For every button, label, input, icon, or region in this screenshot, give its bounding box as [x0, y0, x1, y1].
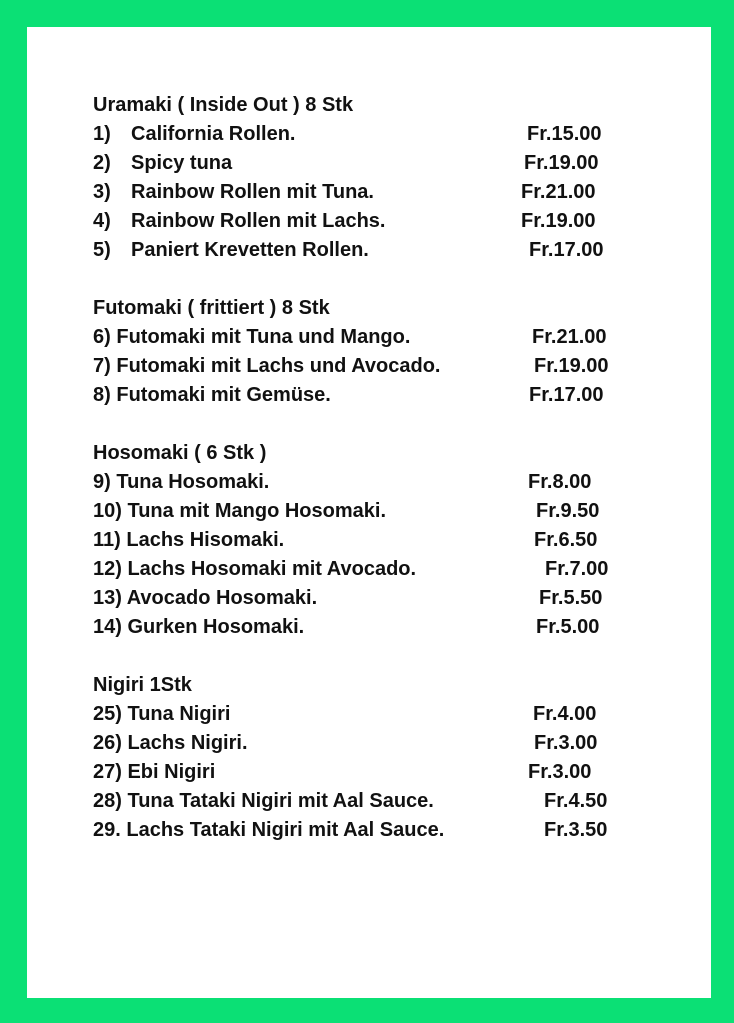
menu-item — [93, 584, 653, 613]
menu-item — [93, 526, 653, 555]
item-name: Tuna mit Mango Hosomaki. — [127, 500, 387, 522]
item-number: 7) — [93, 355, 111, 377]
menu-list — [93, 91, 653, 874]
item-name: Avocado Hosomaki. — [126, 587, 318, 609]
item-number: 29. — [93, 819, 121, 841]
item-number: 27) — [93, 761, 122, 783]
menu-item — [93, 729, 653, 758]
item-price: Fr.9.50 — [536, 500, 600, 522]
item-price: Fr.5.00 — [536, 616, 600, 638]
menu-section-futomaki — [93, 294, 653, 410]
item-price: Fr.15.00 — [527, 123, 602, 145]
item-number: 25) — [93, 703, 122, 725]
item-number: 12) — [93, 558, 122, 580]
item-name: Lachs Nigiri. — [127, 732, 248, 754]
menu-page — [27, 27, 711, 998]
menu-item — [93, 816, 653, 845]
item-price: Fr.17.00 — [529, 239, 604, 261]
item-name: Lachs Hisomaki. — [126, 529, 285, 551]
menu-item — [93, 120, 653, 149]
item-number: 9) — [93, 471, 111, 493]
menu-item — [93, 468, 653, 497]
section-title: Hosomaki ( 6 Stk ) — [93, 442, 267, 464]
menu-item — [93, 700, 653, 729]
item-name: Rainbow Rollen mit Tuna. — [131, 181, 374, 203]
item-number: 4) — [93, 210, 111, 232]
item-number: 3) — [93, 181, 111, 203]
item-price: Fr.5.50 — [539, 587, 603, 609]
item-number: 14) — [93, 616, 122, 638]
section-title: Nigiri 1Stk — [93, 674, 192, 696]
item-price: Fr.3.00 — [528, 761, 592, 783]
item-price: Fr.4.00 — [533, 703, 597, 725]
item-name: California Rollen. — [131, 123, 296, 145]
item-name: Spicy tuna — [131, 152, 233, 174]
item-number: 1) — [93, 123, 111, 145]
item-price: Fr.19.00 — [521, 210, 596, 232]
menu-item — [93, 497, 653, 526]
item-price: Fr.19.00 — [524, 152, 599, 174]
item-number: 10) — [93, 500, 122, 522]
menu-item — [93, 178, 653, 207]
menu-item — [93, 149, 653, 178]
menu-item — [93, 323, 653, 352]
menu-item — [93, 555, 653, 584]
item-name: Futomaki mit Lachs und Avocado. — [116, 355, 441, 377]
item-name: Lachs Tataki Nigiri mit Aal Sauce. — [126, 819, 445, 841]
item-name: Tuna Nigiri — [127, 703, 231, 725]
item-number: 13) — [93, 587, 122, 609]
section-title: Uramaki ( Inside Out ) 8 Stk — [93, 94, 354, 116]
menu-item — [93, 787, 653, 816]
item-number: 2) — [93, 152, 111, 174]
item-name: Ebi Nigiri — [127, 761, 216, 783]
item-name: Lachs Hosomaki mit Avocado. — [127, 558, 417, 580]
item-price: Fr.3.50 — [544, 819, 608, 841]
item-price: Fr.17.00 — [529, 384, 604, 406]
item-name: Tuna Hosomaki. — [116, 471, 270, 493]
item-price: Fr.6.50 — [534, 529, 598, 551]
item-name: Futomaki mit Gemüse. — [116, 384, 331, 406]
item-name: Rainbow Rollen mit Lachs. — [131, 210, 386, 232]
item-name: Futomaki mit Tuna und Mango. — [116, 326, 411, 348]
menu-item — [93, 613, 653, 642]
item-price: Fr.21.00 — [521, 181, 596, 203]
menu-item — [93, 236, 653, 265]
item-number: 26) — [93, 732, 122, 754]
menu-item — [93, 352, 653, 381]
item-name: Tuna Tataki Nigiri mit Aal Sauce. — [127, 790, 434, 812]
menu-item — [93, 381, 653, 410]
menu-section-hosomaki — [93, 439, 653, 642]
menu-item — [93, 758, 653, 787]
section-title: Futomaki ( frittiert ) 8 Stk — [93, 297, 330, 319]
item-number: 6) — [93, 326, 111, 348]
item-price: Fr.4.50 — [544, 790, 608, 812]
item-price: Fr.21.00 — [532, 326, 607, 348]
item-number: 5) — [93, 239, 111, 261]
item-price: Fr.8.00 — [528, 471, 592, 493]
item-number: 8) — [93, 384, 111, 406]
menu-item — [93, 207, 653, 236]
item-number: 11) — [93, 529, 121, 551]
item-name: Gurken Hosomaki. — [127, 616, 305, 638]
menu-section-nigiri — [93, 671, 653, 845]
item-price: Fr.19.00 — [534, 355, 609, 377]
item-price: Fr.3.00 — [534, 732, 598, 754]
item-name: Paniert Krevetten Rollen. — [131, 239, 369, 261]
item-number: 28) — [93, 790, 122, 812]
menu-section-uramaki — [93, 91, 653, 265]
item-price: Fr.7.00 — [545, 558, 609, 580]
